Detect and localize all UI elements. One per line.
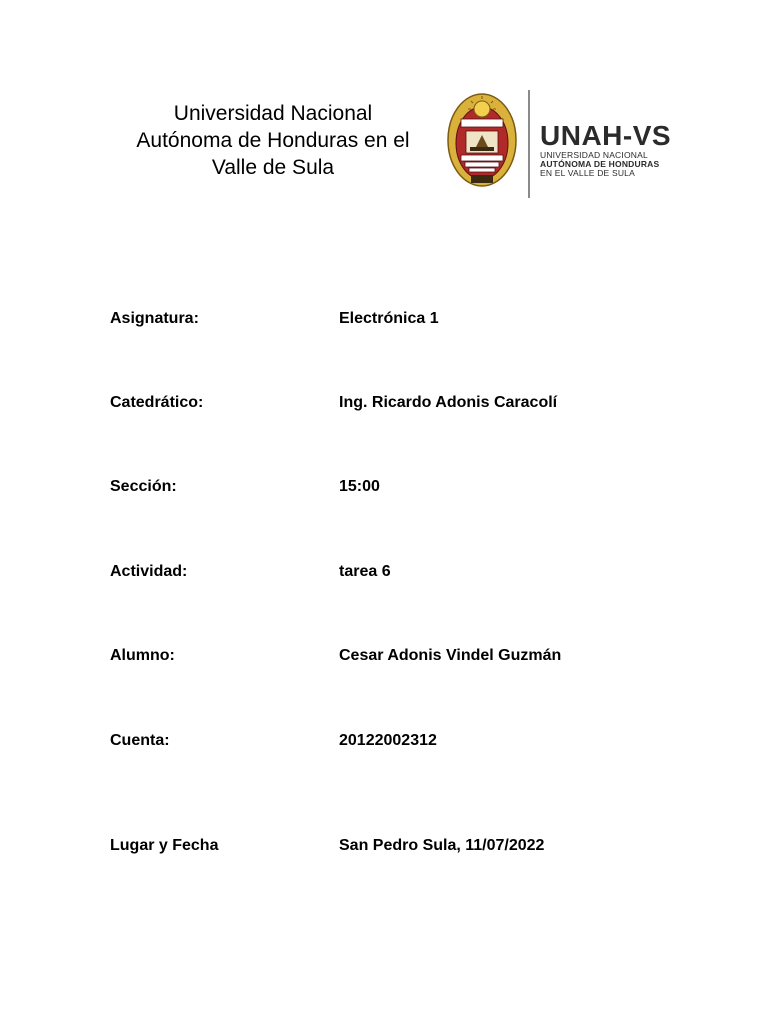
brand-line-3: EN EL VALLE DE SULA bbox=[540, 168, 635, 178]
info-value: 15:00 bbox=[339, 478, 380, 495]
brand-logo bbox=[540, 121, 740, 178]
university-seal-icon bbox=[447, 93, 517, 187]
brand-line-1: UNIVERSIDAD NACIONAL bbox=[540, 150, 648, 160]
info-row-catedratico bbox=[110, 392, 670, 414]
info-row-cuenta bbox=[110, 730, 670, 752]
brand-name: UNAH-VS bbox=[540, 120, 672, 151]
page-title bbox=[105, 100, 441, 181]
info-label: Asignatura: bbox=[110, 310, 199, 327]
info-value: tarea 6 bbox=[339, 563, 391, 580]
brand-line-2: AUTÓNOMA DE HONDURAS bbox=[540, 159, 660, 169]
info-label: Actividad: bbox=[110, 563, 188, 580]
info-row-alumno bbox=[110, 645, 670, 667]
info-label: Cuenta: bbox=[110, 732, 170, 749]
info-value: Ing. Ricardo Adonis Caracolí bbox=[339, 394, 558, 411]
info-value: Cesar Adonis Vindel Guzmán bbox=[339, 647, 562, 664]
info-label: Alumno: bbox=[110, 647, 175, 664]
info-label: Lugar y Fecha bbox=[110, 837, 219, 854]
info-value: Electrónica 1 bbox=[339, 310, 439, 327]
info-value: 20122002312 bbox=[339, 732, 437, 749]
title-line: Universidad Nacional bbox=[173, 102, 373, 125]
info-row-actividad bbox=[110, 561, 670, 583]
title-line: Autónoma de Honduras en el bbox=[136, 129, 410, 152]
info-value: San Pedro Sula, 11/07/2022 bbox=[339, 837, 545, 854]
info-row-seccion bbox=[110, 476, 670, 498]
logo-divider bbox=[528, 90, 530, 198]
info-label: Sección: bbox=[110, 478, 177, 495]
info-label: Catedrático: bbox=[110, 394, 204, 411]
title-line: Valle de Sula bbox=[211, 156, 335, 179]
info-row-asignatura bbox=[110, 308, 670, 330]
info-row-lugar-fecha bbox=[110, 835, 670, 857]
